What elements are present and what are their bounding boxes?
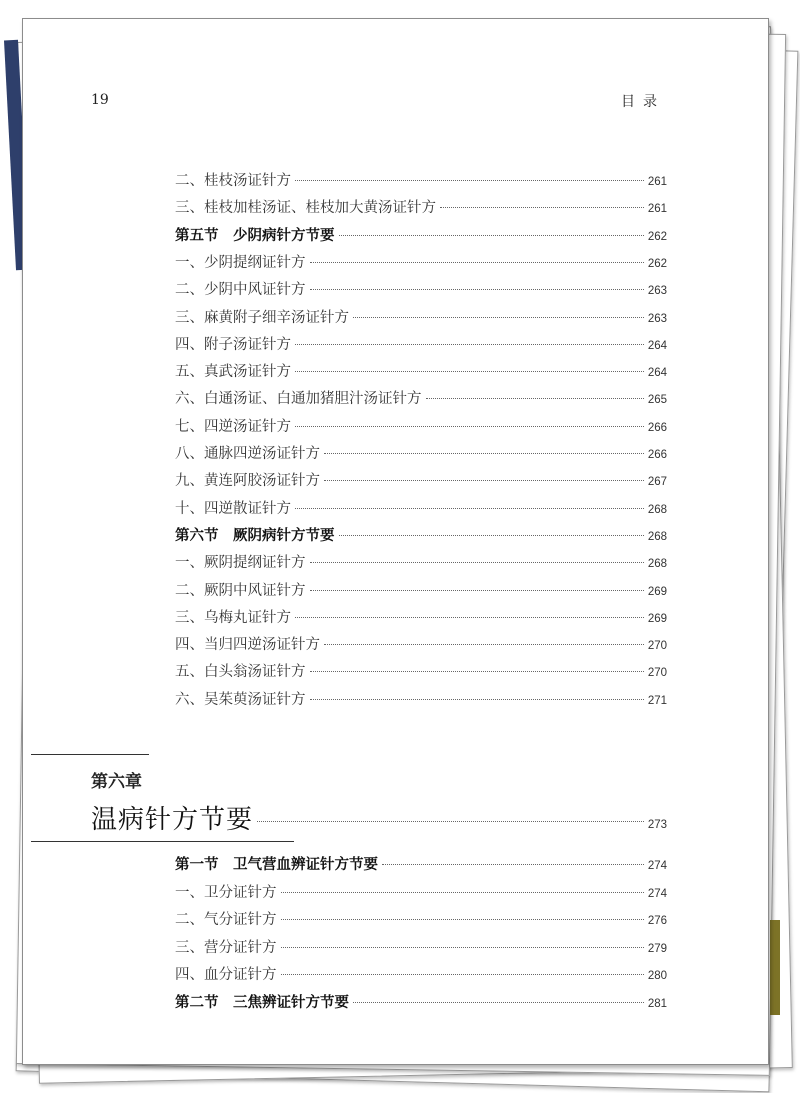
toc-entry [175,633,667,655]
toc-entry [175,415,667,437]
toc-entry [175,196,667,218]
entry-page-number: 268 [647,558,667,571]
toc-entry [175,278,667,300]
dot-leader [310,699,644,700]
entry-page-number: 262 [647,230,667,243]
entry-title: 五、白头翁汤证针方 [175,664,306,681]
toc-page [22,18,769,1065]
entry-page-number: 267 [647,476,667,489]
entry-title: 六、吴茱萸汤证针方 [175,691,306,708]
toc-section-entry [175,991,667,1013]
toc-entry [175,333,667,355]
entry-page-number: 270 [647,667,667,680]
dot-leader [310,289,644,290]
entry-page-number: 265 [647,394,667,407]
entry-title: 三、桂枝加桂汤证、桂枝加大黄汤证针方 [175,200,436,217]
toc-entry [175,660,667,682]
entry-title: 第六节 厥阴病针方节要 [175,527,335,544]
dot-leader [426,398,644,399]
entry-page-number: 274 [647,887,667,900]
dot-leader [310,590,644,591]
entry-title: 一、厥阴提纲证针方 [175,555,306,572]
dot-leader [295,617,644,618]
entry-page-number: 269 [647,585,667,598]
entry-title: 一、卫分证针方 [175,884,277,901]
toc-entry [175,387,667,409]
chapter-page-number: 273 [647,819,667,831]
dot-leader [382,864,644,865]
dot-leader [310,562,644,563]
dot-leader [281,892,644,893]
toc-entry [175,251,667,273]
entry-page-number: 270 [647,640,667,653]
entry-page-number: 263 [647,312,667,325]
toc-entry [175,579,667,601]
dot-leader [440,207,644,208]
dot-leader [281,947,644,948]
toc-entry [175,497,667,519]
entry-title: 第二节 三焦辨证针方节要 [175,994,349,1011]
dot-leader [339,535,644,536]
entry-title: 二、气分证针方 [175,912,277,928]
entry-page-number: 263 [647,285,667,298]
entry-page-number: 266 [647,421,667,434]
entry-title: 十、四逆散证针方 [175,500,291,517]
toc-entry [175,963,667,985]
entry-page-number: 279 [647,942,667,955]
entry-title: 三、乌梅丸证针方 [175,609,291,626]
entry-page-number: 268 [647,503,667,516]
cover-edge [770,920,780,1015]
toc-entry [175,908,667,930]
entry-title: 八、通脉四逆汤证针方 [175,446,320,462]
entry-title: 六、白通汤证、白通加猪胆汁汤证针方 [175,391,422,408]
entry-title: 七、四逆汤证针方 [175,418,291,435]
entry-title: 三、营分证针方 [175,939,277,956]
entry-page-number: 271 [647,694,667,707]
entry-title: 一、少阴提纲证针方 [175,254,306,271]
dot-leader [310,262,644,263]
entry-page-number: 274 [647,860,667,872]
entry-title: 第一节 卫气营血辨证针方节要 [175,857,378,873]
dot-leader [353,1002,644,1003]
entry-page-number: 261 [647,176,667,188]
dot-leader [295,508,644,509]
running-head: 目录 [621,94,665,110]
entry-page-number: 262 [647,257,667,270]
toc-entry [175,551,667,573]
toc-entry [175,469,667,491]
chapter-label: 第六章 [91,772,142,792]
entry-title: 二、桂枝汤证针方 [175,173,291,189]
page-number: 19 [91,92,109,108]
toc-entry [175,606,667,628]
dot-leader [324,480,644,481]
dot-leader [295,371,644,372]
entry-page-number: 276 [647,915,667,927]
entry-page-number: 281 [647,997,667,1010]
entry-title: 二、厥阴中风证针方 [175,582,306,599]
dot-leader [295,180,644,181]
chapter-title: 温病针方节要 [91,805,254,835]
toc-section-entry [175,853,667,875]
entry-page-number: 264 [647,339,667,352]
chapter-rule-bottom [31,841,294,842]
entry-title: 第五节 少阴病针方节要 [175,227,335,244]
entry-page-number: 264 [647,367,667,380]
toc-entry [175,881,667,903]
entry-page-number: 268 [647,530,667,543]
toc-section-entry [175,224,667,246]
toc-entry [175,169,667,191]
entry-title: 三、麻黄附子细辛汤证针方 [175,309,349,326]
dot-leader [281,974,644,975]
entry-page-number: 266 [647,449,667,461]
chapter-heading [91,799,667,836]
dot-leader [257,821,644,822]
entry-title: 二、少阴中风证针方 [175,282,306,299]
entry-page-number: 261 [647,203,667,216]
entry-page-number: 269 [647,612,667,625]
entry-page-number: 280 [647,970,667,982]
entry-title: 九、黄连阿胶汤证针方 [175,473,320,490]
dot-leader [324,453,644,454]
toc-entry [175,688,667,710]
dot-leader [353,317,644,318]
dot-leader [339,235,644,236]
chapter-rule-top [31,754,149,755]
dot-leader [295,344,644,345]
dot-leader [324,644,644,645]
toc-entry [175,306,667,328]
dot-leader [310,671,644,672]
entry-title: 四、当归四逆汤证针方 [175,637,320,654]
entry-title: 四、附子汤证针方 [175,336,291,353]
toc-entry [175,360,667,382]
entry-title: 四、血分证针方 [175,967,277,983]
dot-leader [295,426,644,427]
toc-entry [175,936,667,958]
toc-section-entry [175,524,667,546]
toc-entry [175,442,667,464]
dot-leader [281,919,644,920]
entry-title: 五、真武汤证针方 [175,364,291,381]
